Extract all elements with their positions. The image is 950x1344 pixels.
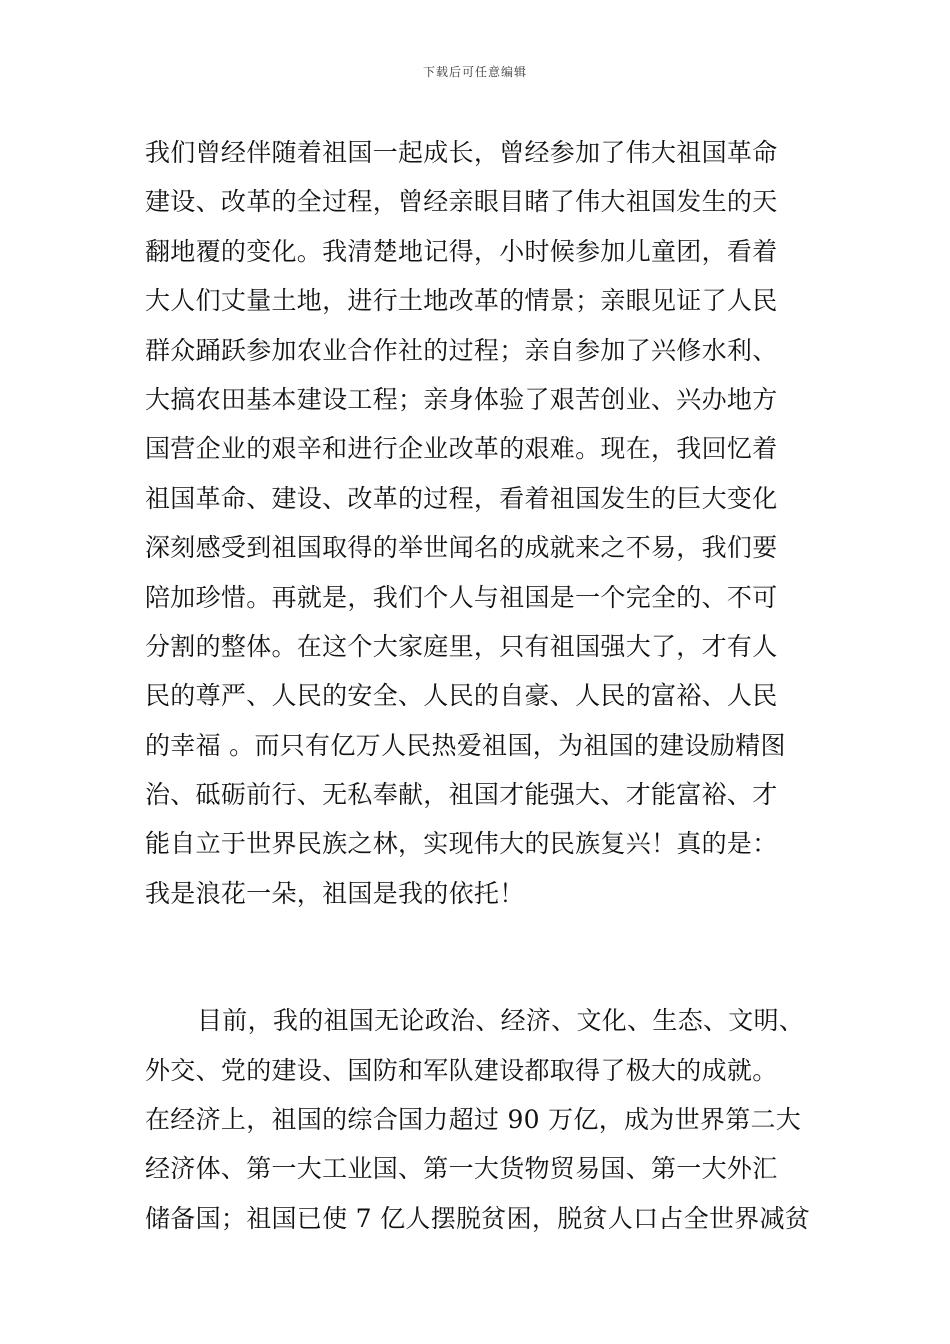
document-body — [145, 128, 845, 1243]
text-line: 治、砥砺前行、无私奉献，祖国才能强大、才能富裕、才 — [145, 780, 778, 810]
paragraph-2 — [145, 996, 845, 1243]
text-line: 分割的整体。在这个大家庭里，只有祖国强大了，才有人 — [145, 631, 778, 661]
text-line: 目前，我的祖国无论政治、经济、文化、生态、文明、 — [197, 1006, 805, 1036]
page-header: 下载后可任意编辑 — [422, 65, 527, 79]
paragraph-1 — [145, 128, 845, 918]
text-line: 祖国革命、建设、改革的过程，看着祖国发生的巨大变化 — [145, 483, 778, 513]
text-line: 储备国；祖国已使 7 亿人摆脱贫困，脱贫人口占全世界减贫 — [145, 1203, 811, 1233]
text-line: 翻地覆的变化。我清楚地记得，小时候参加儿童团，看着 — [145, 236, 778, 266]
text-line: 的幸福 。而只有亿万人民热爱祖国，为祖国的建设励精图 — [145, 730, 786, 760]
text-line: 经济体、第一大工业国、第一大货物贸易国、第一大外汇 — [145, 1154, 778, 1184]
text-line: 我们曾经伴随着祖国一起成长，曾经参加了伟大祖国革命 — [145, 138, 778, 167]
text-line: 外交、党的建设、国防和军队建设都取得了极大的成就。 — [145, 1055, 778, 1085]
text-line: 群众踊跃参加农业合作社的过程；亲自参加了兴修水利、 — [145, 335, 778, 365]
text-line: 大搞农田基本建设工程；亲身体验了艰苦创业、兴办地方 — [145, 384, 778, 414]
text-line: 在经济上，祖国的综合国力超过 90 万亿，成为世界第二大 — [145, 1105, 802, 1135]
text-line: 能自立于世界民族之林，实现伟大的民族复兴！真的是： — [145, 829, 778, 859]
text-line: 国营企业的艰辛和进行企业改革的艰难。现在，我回忆着 — [145, 434, 778, 464]
paragraph-spacer — [145, 918, 845, 996]
text-line: 深刻感受到祖国取得的举世闻名的成就来之不易，我们要 — [145, 533, 778, 563]
text-line: 我是浪花一朵，祖国是我的依托！ — [145, 878, 525, 908]
text-line: 建设、改革的全过程，曾经亲眼目睹了伟大祖国发生的天 — [145, 187, 778, 217]
text-line: 大人们丈量土地，进行土地改革的情景；亲眼见证了人民 — [145, 286, 778, 316]
text-line: 陪加珍惜。再就是，我们个人与祖国是一个完全的、不可 — [145, 582, 778, 612]
text-line: 民的尊严、人民的安全、人民的自豪、人民的富裕、人民 — [145, 681, 778, 711]
